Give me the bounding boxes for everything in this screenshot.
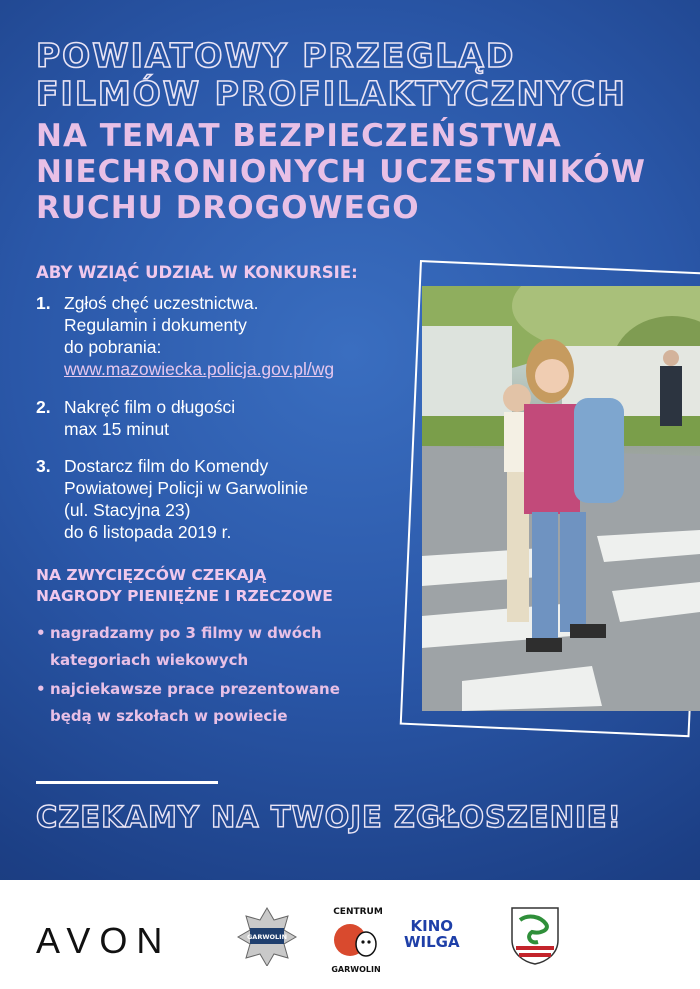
step-3-line-3: (ul. Stacyjna 23)	[64, 500, 191, 520]
call-to-action: CZEKAMY NA TWOJE ZGŁOSZENIE!	[36, 800, 622, 834]
kino-wilga-logo	[404, 918, 460, 950]
step-1-number: 1.	[36, 293, 51, 313]
prizes-heading	[36, 565, 333, 607]
children-crossing-illustration	[422, 286, 700, 711]
coat-of-arms-icon	[510, 906, 560, 966]
avon-logo: AVON	[36, 920, 172, 961]
title-filled-line-2: NIECHRONIONYCH UCZESTNIKÓW	[36, 154, 646, 190]
kino-line-2: WILGA	[404, 933, 460, 951]
prize-bullet-1: • nagradzamy po 3 filmy w dwóch kategoriach wiekowych	[36, 620, 416, 674]
title-filled-line-3: RUCHU DROGOWEGO	[36, 190, 420, 226]
title-outline-line-2: FILMÓW PROFILAKTYCZNYCH	[36, 74, 627, 113]
sponsor-logos-bar	[0, 880, 700, 989]
step-3-line-1: Dostarcz film do Komendy	[64, 456, 269, 476]
culture-center-bottom-text: GARWOLIN	[331, 965, 381, 974]
step-2	[36, 396, 406, 440]
prize-bullet-2-line-2: będą w szkołach w powiecie	[50, 707, 288, 725]
step-1	[36, 292, 406, 380]
prizes-list	[36, 620, 416, 732]
prize-bullet-1-line-1: nagradzamy po 3 filmy w dwóch	[50, 624, 322, 642]
step-3-line-4: do 6 listopada 2019 r.	[64, 522, 232, 542]
prizes-heading-line-1: NA ZWYCIĘZCÓW CZEKAJĄ	[36, 566, 267, 584]
participation-heading: ABY WZIĄĆ UDZIAŁ W KONKURSIE:	[36, 263, 358, 282]
prize-bullet-1-line-2: kategoriach wiekowych	[50, 651, 249, 669]
step-2-number: 2.	[36, 397, 51, 417]
step-2-line-2: max 15 minut	[64, 419, 170, 439]
kino-line-1: KINO	[410, 917, 454, 935]
step-3-line-2: Powiatowej Policji w Garwolinie	[64, 478, 309, 498]
culture-center-top-text: CENTRUM	[333, 907, 383, 917]
crosswalk-photo	[422, 286, 700, 711]
police-badge-text: GARWOLIN	[246, 933, 288, 941]
prizes-heading-line-2: NAGRODY PIENIĘŻNE I RZECZOWE	[36, 587, 333, 605]
culture-center-logo-icon	[328, 900, 384, 976]
step-1-line-2: Regulamin i dokumenty	[64, 315, 247, 335]
step-3	[36, 455, 406, 543]
police-badge-icon	[236, 906, 298, 966]
prize-bullet-2-line-1: najciekawsze prace prezentowane	[50, 680, 340, 698]
title-filled-line-1: NA TEMAT BEZPIECZEŃSTWA	[36, 118, 562, 154]
title-outline-line-1: POWIATOWY PRZEGLĄD	[36, 36, 516, 75]
regulations-link[interactable]: www.mazowiecka.policja.gov.pl/wg	[64, 359, 335, 379]
prize-bullet-2: • najciekawsze prace prezentowane będą w szkołach w powiecie	[36, 676, 416, 730]
step-2-line-1: Nakręć film o długości	[64, 397, 236, 417]
step-3-number: 3.	[36, 456, 51, 476]
step-1-line-1: Zgłoś chęć uczestnictwa.	[64, 293, 259, 313]
step-1-line-3: do pobrania:	[64, 337, 162, 357]
divider	[36, 781, 218, 784]
